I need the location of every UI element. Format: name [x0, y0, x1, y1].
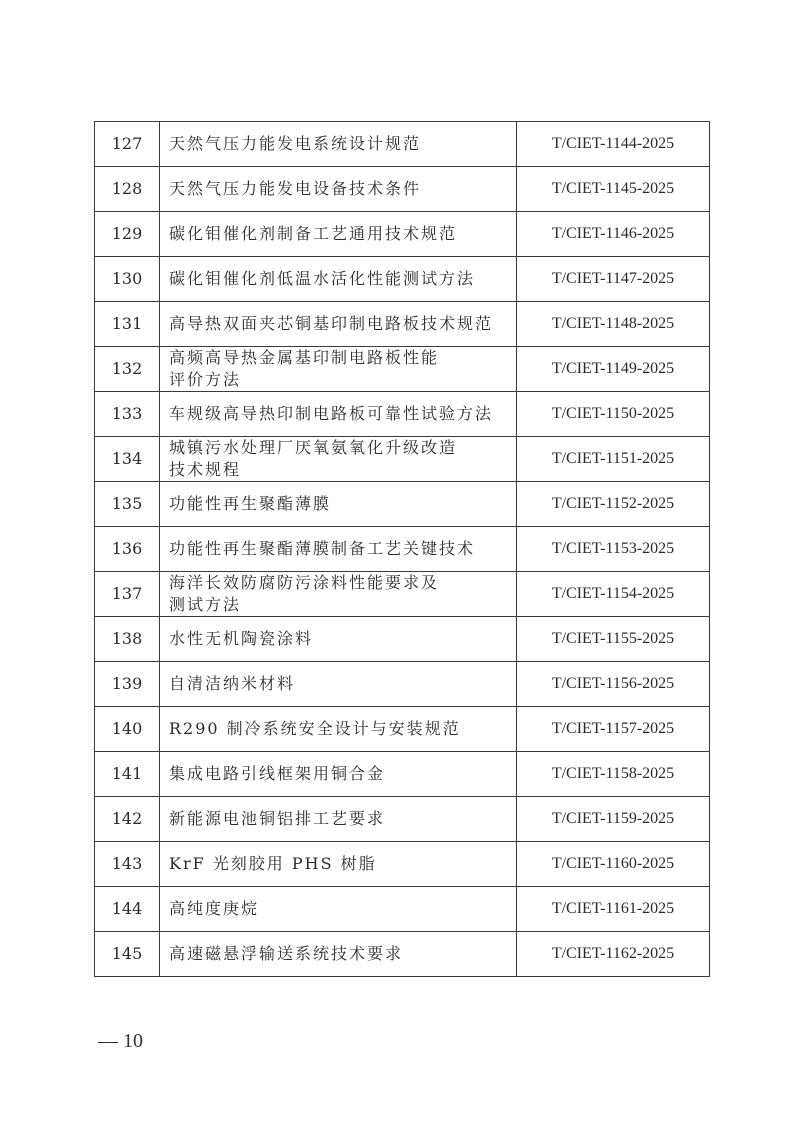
standard-name-line: 碳化钼催化剂低温水活化性能测试方法: [169, 269, 476, 288]
row-number: 133: [95, 392, 160, 437]
standard-name: [160, 662, 517, 707]
table-row: [95, 347, 710, 392]
standard-name-line: 水性无机陶瓷涂料: [169, 629, 314, 648]
standard-name-line: 自清洁纳米材料: [169, 674, 296, 693]
table-row: [95, 482, 710, 527]
standard-name: [160, 617, 517, 662]
row-number: 127: [95, 122, 160, 167]
table-body: [95, 122, 710, 977]
standard-code: T/CIET-1160-2025: [517, 842, 710, 887]
standard-name: [160, 482, 517, 527]
standard-code: T/CIET-1148-2025: [517, 302, 710, 347]
standard-name: [160, 887, 517, 932]
standard-name-line: 高频高导热金属基印制电路板性能: [169, 348, 440, 367]
standard-code: T/CIET-1159-2025: [517, 797, 710, 842]
standard-name: [160, 932, 517, 977]
standard-name: [160, 842, 517, 887]
row-number: 144: [95, 887, 160, 932]
standard-name-line: 集成电路引线框架用铜合金: [169, 764, 386, 783]
standard-name-line: 功能性再生聚酯薄膜制备工艺关键技术: [169, 539, 476, 558]
standard-code: T/CIET-1156-2025: [517, 662, 710, 707]
standard-name-line: 技术规程: [169, 460, 242, 479]
standard-name-line: KrF 光刻胶用 PHS 树脂: [169, 854, 377, 873]
table-row: [95, 797, 710, 842]
standard-name-line: 评价方法: [169, 370, 242, 389]
standard-name: [160, 797, 517, 842]
row-number: 141: [95, 752, 160, 797]
table-row: [95, 572, 710, 617]
standard-name: [160, 527, 517, 572]
standard-code: T/CIET-1161-2025: [517, 887, 710, 932]
standard-name: [160, 752, 517, 797]
row-number: 131: [95, 302, 160, 347]
table-row: [95, 302, 710, 347]
standard-name-line: 天然气压力能发电系统设计规范: [169, 134, 422, 153]
standard-name-line: 城镇污水处理厂厌氧氨氧化升级改造: [169, 438, 458, 457]
standard-code: T/CIET-1154-2025: [517, 572, 710, 617]
standard-code: T/CIET-1146-2025: [517, 212, 710, 257]
standard-code: T/CIET-1147-2025: [517, 257, 710, 302]
table-row: [95, 752, 710, 797]
row-number: 145: [95, 932, 160, 977]
standard-name-line: 碳化钼催化剂制备工艺通用技术规范: [169, 224, 458, 243]
row-number: 129: [95, 212, 160, 257]
standard-code: T/CIET-1153-2025: [517, 527, 710, 572]
standard-name-line: 高速磁悬浮输送系统技术要求: [169, 944, 404, 963]
standard-name-line: 海洋长效防腐防污涂料性能要求及: [169, 573, 440, 592]
standard-name-line: 高纯度庚烷: [169, 899, 260, 918]
table-row: [95, 437, 710, 482]
table-row: [95, 212, 710, 257]
standards-table: [94, 121, 710, 977]
standard-code: T/CIET-1145-2025: [517, 167, 710, 212]
row-number: 143: [95, 842, 160, 887]
row-number: 130: [95, 257, 160, 302]
standard-name-line: 车规级高导热印制电路板可靠性试验方法: [169, 404, 494, 423]
row-number: 136: [95, 527, 160, 572]
standard-name: [160, 572, 517, 617]
table-row: [95, 932, 710, 977]
standard-name: [160, 347, 517, 392]
standard-name-line: R290 制冷系统安全设计与安装规范: [169, 719, 461, 738]
standard-name-line: 高导热双面夹芯铜基印制电路板技术规范: [169, 314, 494, 333]
standard-name: [160, 302, 517, 347]
table-row: [95, 257, 710, 302]
row-number: 138: [95, 617, 160, 662]
standard-code: T/CIET-1158-2025: [517, 752, 710, 797]
standard-name: [160, 437, 517, 482]
standard-name-line: 功能性再生聚酯薄膜: [169, 494, 332, 513]
standard-name: [160, 257, 517, 302]
standard-code: T/CIET-1149-2025: [517, 347, 710, 392]
row-number: 139: [95, 662, 160, 707]
row-number: 142: [95, 797, 160, 842]
table-row: [95, 122, 710, 167]
table-row: [95, 527, 710, 572]
table-row: [95, 392, 710, 437]
standard-name-line: 天然气压力能发电设备技术条件: [169, 179, 422, 198]
row-number: 137: [95, 572, 160, 617]
table-row: [95, 617, 710, 662]
table-row: [95, 707, 710, 752]
standard-name: [160, 167, 517, 212]
standard-code: T/CIET-1151-2025: [517, 437, 710, 482]
row-number: 132: [95, 347, 160, 392]
table-row: [95, 842, 710, 887]
table-row: [95, 887, 710, 932]
page-number: — 10: [98, 1030, 143, 1052]
table-row: [95, 167, 710, 212]
standard-code: T/CIET-1150-2025: [517, 392, 710, 437]
standard-code: T/CIET-1157-2025: [517, 707, 710, 752]
standard-name: [160, 212, 517, 257]
row-number: 135: [95, 482, 160, 527]
standard-code: T/CIET-1155-2025: [517, 617, 710, 662]
standard-name: [160, 707, 517, 752]
row-number: 140: [95, 707, 160, 752]
standard-name-line: 新能源电池铜铝排工艺要求: [169, 809, 386, 828]
row-number: 128: [95, 167, 160, 212]
row-number: 134: [95, 437, 160, 482]
standard-code: T/CIET-1152-2025: [517, 482, 710, 527]
standard-name-line: 测试方法: [169, 595, 242, 614]
table-row: [95, 662, 710, 707]
standard-code: T/CIET-1144-2025: [517, 122, 710, 167]
standard-code: T/CIET-1162-2025: [517, 932, 710, 977]
standard-name: [160, 122, 517, 167]
standard-name: [160, 392, 517, 437]
